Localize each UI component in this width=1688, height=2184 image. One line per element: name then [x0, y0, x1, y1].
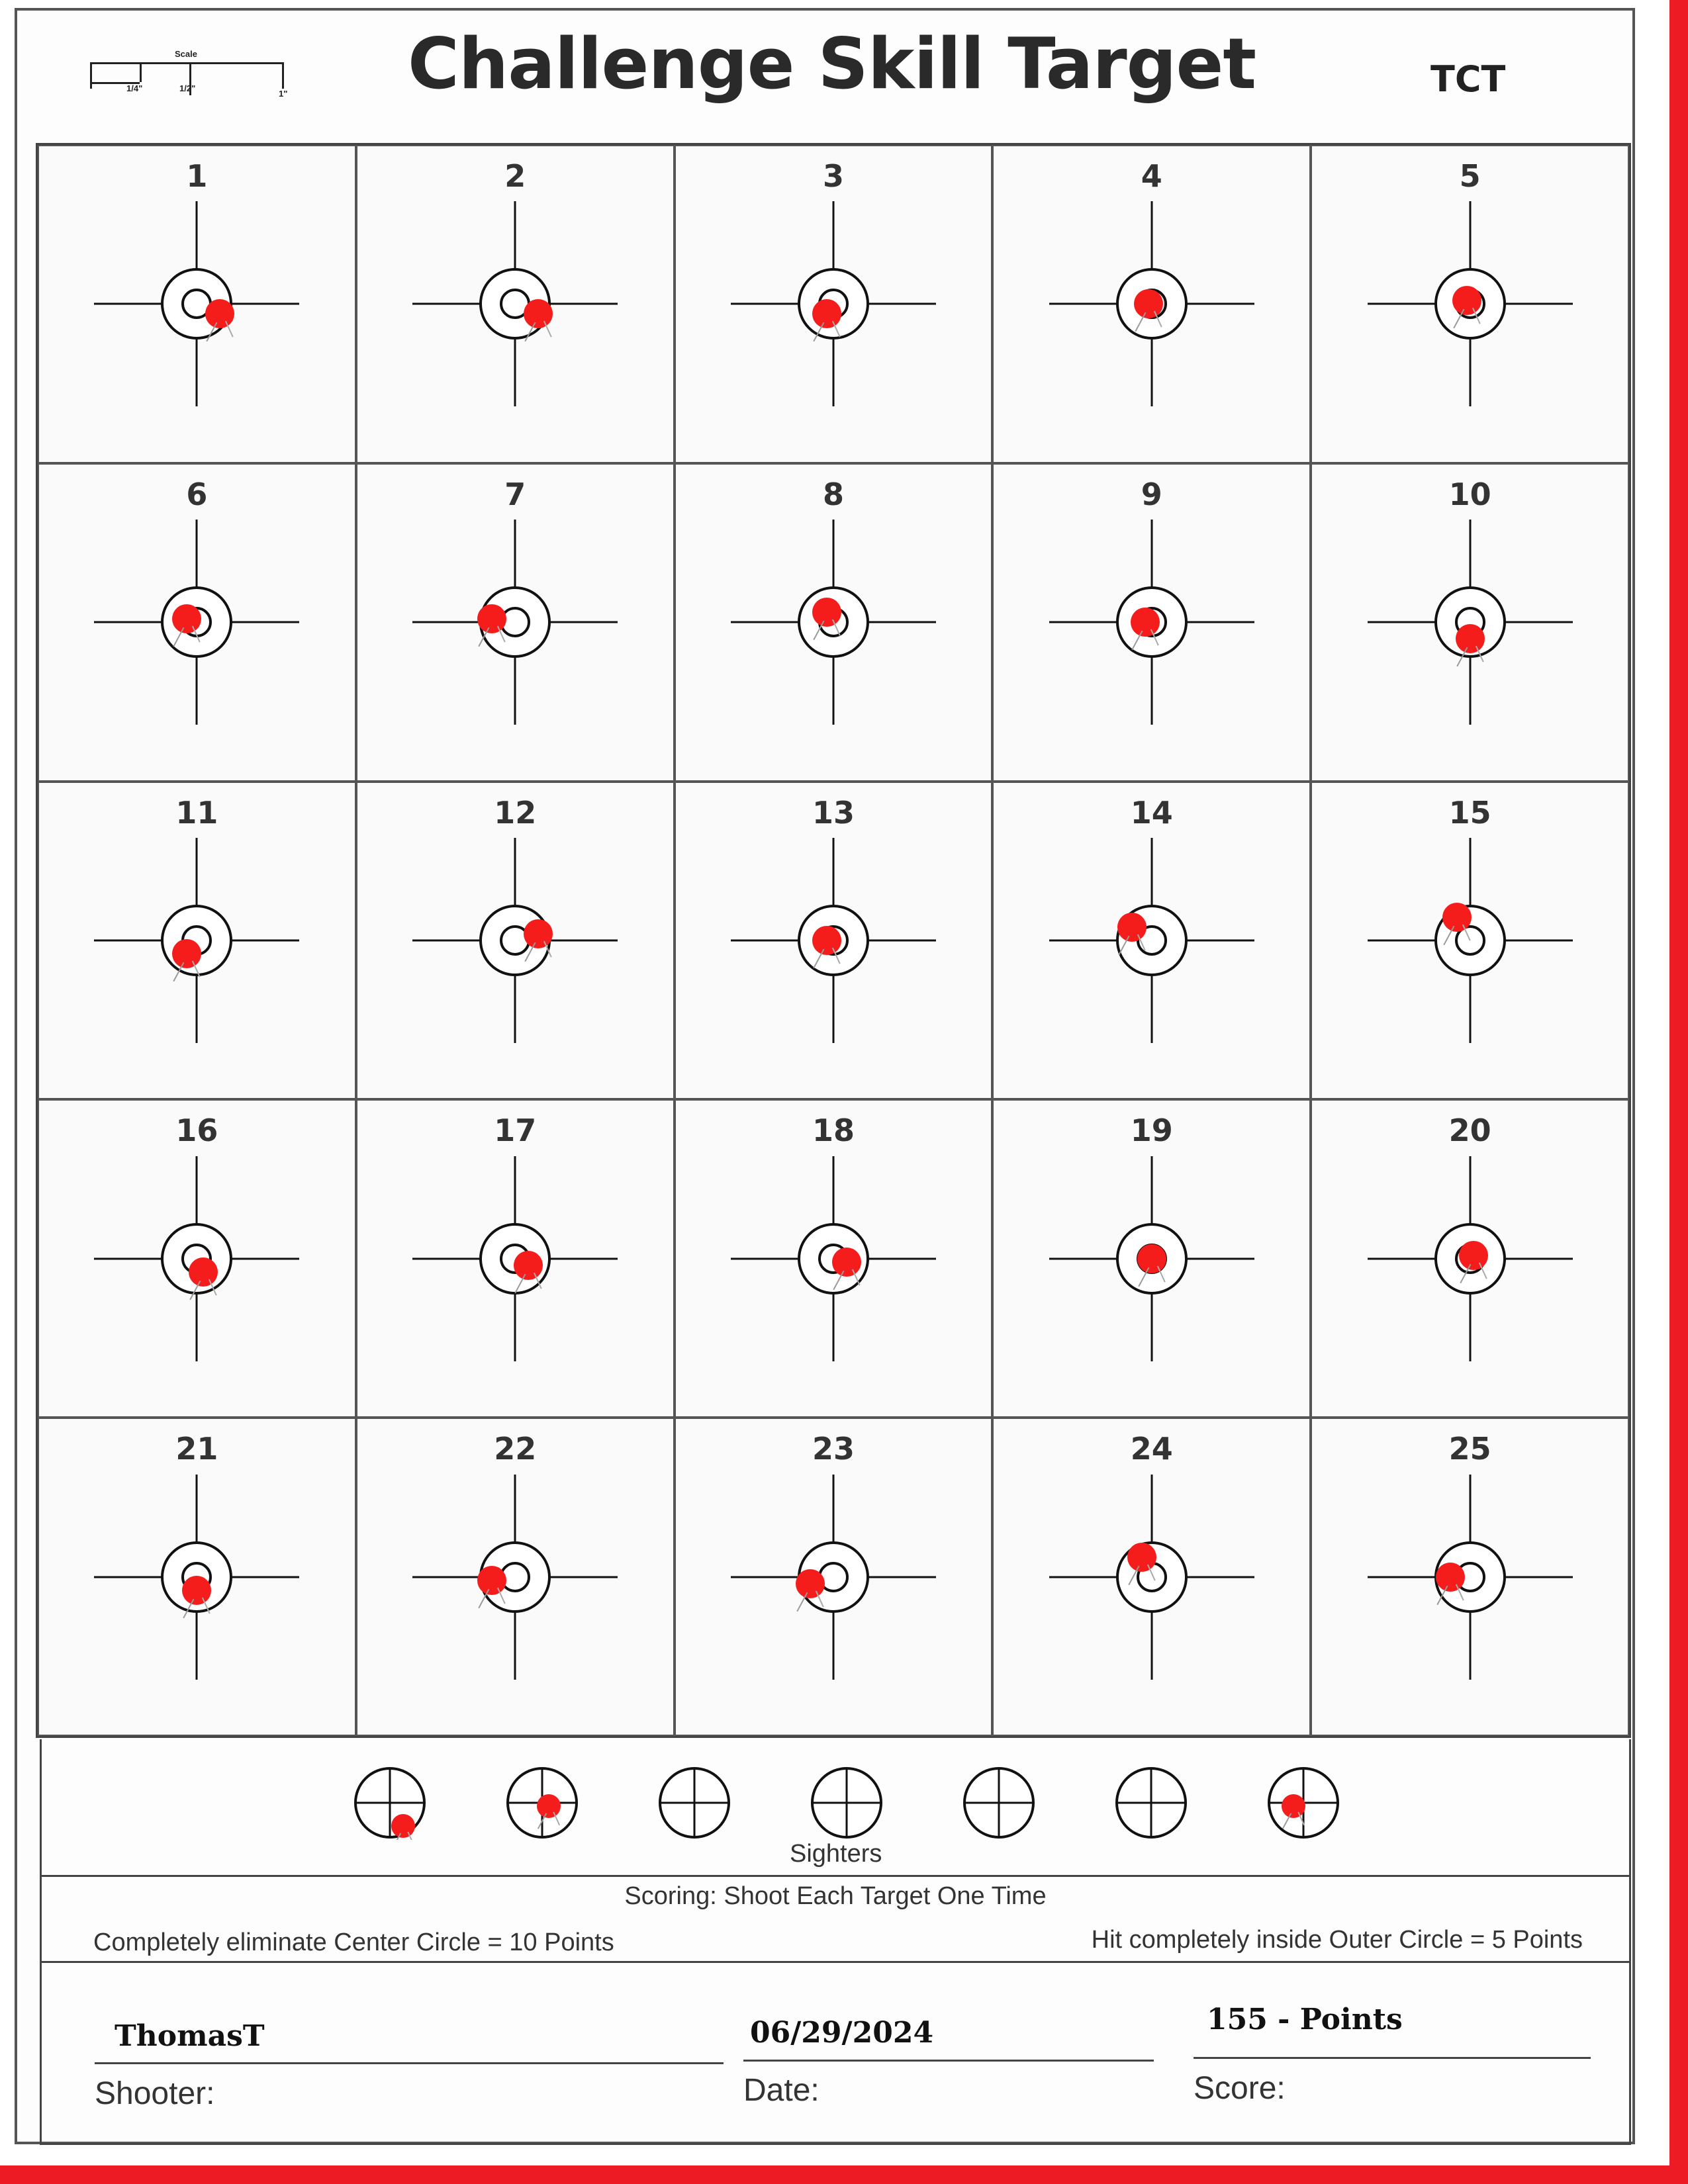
score-label: Score: — [1194, 2071, 1286, 2106]
sighter-target — [1266, 1766, 1340, 1840]
target-number: 11 — [175, 794, 218, 831]
target-number: 4 — [1141, 158, 1162, 194]
target-cell — [1311, 1099, 1629, 1418]
target-cell — [992, 463, 1311, 782]
target-number: 20 — [1448, 1113, 1491, 1149]
bullseye-target — [412, 838, 618, 1043]
target-number: 1 — [186, 158, 208, 194]
target-number: 22 — [494, 1431, 537, 1467]
target-cell — [38, 782, 356, 1100]
scale-tick-quarter: 1/4" — [126, 83, 143, 93]
target-number: 3 — [822, 158, 844, 194]
target-cell — [992, 145, 1311, 463]
sighter-target — [505, 1766, 579, 1840]
target-number: 24 — [1130, 1431, 1173, 1467]
scale-indicator — [90, 49, 315, 115]
bullseye-target — [731, 1475, 936, 1680]
target-number: 18 — [812, 1113, 855, 1149]
bullseye-target — [94, 838, 299, 1043]
red-border-bottom — [0, 2165, 1688, 2184]
target-number: 21 — [175, 1431, 218, 1467]
target-number: 19 — [1130, 1113, 1173, 1149]
target-cell — [675, 145, 993, 463]
target-number: 6 — [186, 476, 208, 512]
bullseye-target — [1368, 838, 1573, 1043]
bullseye-target — [412, 1156, 618, 1361]
red-border-right — [1669, 0, 1688, 2184]
entry-fields — [40, 1963, 1631, 2145]
bullseye-target — [94, 520, 299, 725]
bullseye-target — [94, 201, 299, 406]
score-underline — [1194, 2057, 1591, 2059]
score-value: 155 - Points — [1207, 2003, 1403, 2036]
target-cell — [1311, 1418, 1629, 1736]
scale-title: Scale — [175, 49, 197, 59]
date-underline — [743, 2060, 1154, 2062]
target-cell — [356, 1418, 675, 1736]
target-cell — [1311, 782, 1629, 1100]
target-number: 5 — [1459, 158, 1481, 194]
target-number: 15 — [1448, 794, 1491, 831]
target-cell — [992, 782, 1311, 1100]
target-cell — [356, 1099, 675, 1418]
bullseye-target — [1368, 520, 1573, 725]
sighter-row — [40, 1739, 1631, 1877]
bullet-hole — [205, 299, 234, 341]
target-cell — [356, 782, 675, 1100]
bullseye-target — [1368, 201, 1573, 406]
rule-center-circle: Completely eliminate Center Circle = 10 Points — [93, 1929, 614, 1956]
target-number: 8 — [822, 476, 844, 512]
bullseye-target — [1049, 201, 1254, 406]
target-number: 23 — [812, 1431, 855, 1467]
target-cell — [38, 1099, 356, 1418]
target-number: 7 — [504, 476, 526, 512]
target-number: 25 — [1448, 1431, 1491, 1467]
target-cell — [675, 463, 993, 782]
bullseye-target — [1049, 838, 1254, 1043]
bullseye-target — [412, 520, 618, 725]
date-label: Date: — [743, 2073, 820, 2108]
target-cell — [356, 145, 675, 463]
bullseye-target — [412, 201, 618, 406]
target-grid — [36, 143, 1631, 1738]
target-number: 9 — [1141, 476, 1162, 512]
target-number: 13 — [812, 794, 855, 831]
target-cell — [38, 145, 356, 463]
bullseye-target — [731, 201, 936, 406]
sighter-target — [962, 1766, 1036, 1840]
bullseye-target — [731, 1156, 936, 1361]
target-sheet — [15, 8, 1635, 2144]
target-cell — [675, 782, 993, 1100]
scale-tick-inch: 1" — [279, 89, 288, 99]
target-number: 2 — [504, 158, 526, 194]
target-number: 10 — [1448, 476, 1491, 512]
target-cell — [992, 1418, 1311, 1736]
target-cell — [38, 463, 356, 782]
bullet-hole — [524, 299, 553, 341]
target-cell — [675, 1099, 993, 1418]
brand-label: TCT — [1430, 58, 1506, 100]
sighter-target — [353, 1766, 427, 1840]
sighter-target — [810, 1766, 884, 1840]
target-cell — [675, 1418, 993, 1736]
sighters-label: Sighters — [790, 1840, 882, 1868]
page-title: Challenge Skill Target — [408, 23, 1256, 105]
bullseye-target — [412, 1475, 618, 1680]
scoring-rules — [40, 1877, 1631, 1963]
sighter-target — [1114, 1766, 1188, 1840]
target-number: 12 — [494, 794, 537, 831]
rule-outer-circle: Hit completely inside Outer Circle = 5 Points — [1091, 1926, 1583, 1954]
bullseye-target — [731, 838, 936, 1043]
bullseye-target — [731, 520, 936, 725]
shooter-value: ThomasT — [115, 2019, 265, 2053]
bullseye-target — [1049, 520, 1254, 725]
bullseye-target — [1368, 1156, 1573, 1361]
target-number: 17 — [494, 1113, 537, 1149]
target-cell — [38, 1418, 356, 1736]
target-number: 14 — [1130, 794, 1173, 831]
date-value: 06/29/2024 — [750, 2016, 934, 2050]
target-number: 16 — [175, 1113, 218, 1149]
target-cell — [1311, 145, 1629, 463]
target-cell — [356, 463, 675, 782]
scale-tick-half: 1/2" — [179, 83, 196, 93]
scoring-title: Scoring: Shoot Each Target One Time — [624, 1882, 1047, 1910]
shooter-label: Shooter: — [95, 2076, 215, 2111]
bullseye-target — [94, 1475, 299, 1680]
sighter-target — [657, 1766, 731, 1840]
bullseye-target — [94, 1156, 299, 1361]
bullseye-target — [1049, 1475, 1254, 1680]
target-cell — [992, 1099, 1311, 1418]
target-cell — [1311, 463, 1629, 782]
bullseye-target — [1368, 1475, 1573, 1680]
shooter-underline — [95, 2062, 724, 2064]
bullseye-target — [1049, 1156, 1254, 1361]
